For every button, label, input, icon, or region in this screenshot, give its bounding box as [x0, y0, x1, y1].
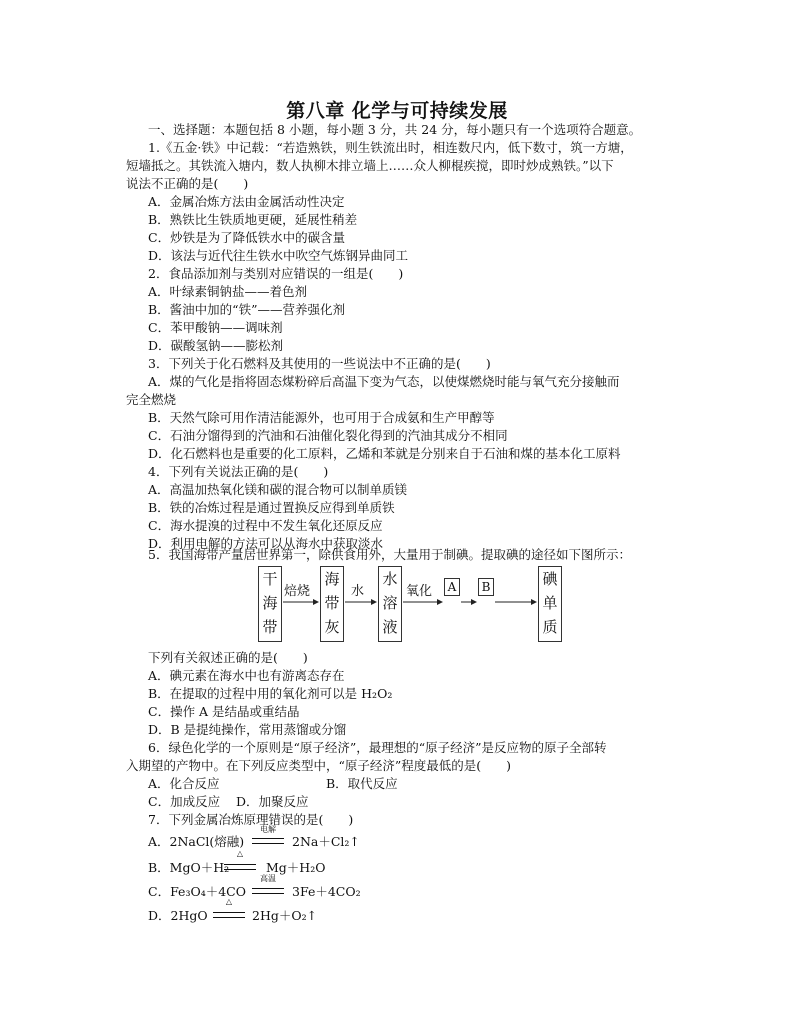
q1-option-d: D．该法与近代往生铁水中吹空气炼钢异曲同工: [148, 248, 409, 263]
q6-stem-line1: 6．绿色化学的一个原则是“原子经济”，最理想的“原子经济”是反应物的原子全部转: [148, 740, 607, 755]
q3-option-b: B．天然气除可用作清洁能源外，也可用于合成氨和生产甲醇等: [148, 410, 495, 425]
flow-arrow-label-oxidize: 氧化: [406, 584, 433, 599]
page-title: 第八章 化学与可持续发展: [286, 100, 508, 122]
q3-stem: 3．下列关于化石燃料及其使用的一些说法中不正确的是( ): [148, 356, 491, 371]
q3-option-d: D．化石燃料也是重要的化工原料，乙烯和苯就是分别来自于石油和煤的基本化工原料: [148, 446, 621, 461]
q6-option-d: D．加聚反应: [236, 794, 309, 809]
reaction-condition: △: [225, 897, 233, 906]
q1-stem-line2: 短墙抵之。其铁流入塘内，数人执柳木排立墙上……众人柳棍疾搅，即时炒成熟铁。”以下: [126, 158, 614, 173]
flow-arrow-label-water: 水: [351, 584, 365, 599]
q4-option-d: D．利用电解的方法可以从海水中获取淡水: [148, 536, 384, 551]
q4-option-b: B．铁的冶炼过程是通过置换反应得到单质铁: [148, 500, 395, 515]
q5-option-d: D．B 是提纯操作，常用蒸馏或分馏: [148, 722, 347, 737]
q1-stem-line3: 说法不正确的是( ): [126, 176, 249, 191]
flow-box-solution: 水 溶 液: [378, 566, 402, 642]
flow-box-iodine: 碘 单 质: [538, 566, 562, 642]
worksheet-page: 第八章 化学与可持续发展 一、选择题：本题包括 8 小题，每小题 3 分，共 24 分，每小题只有一个选项符合题意。 1.《五金·铁》中记载：“若造熟铁，则生铁流出时，相连数尺内，低下数寸，筑一方塘， 短墙抵之。其铁流入塘内，数人执柳木排立墙上……众人柳棍疾搅，即时炒成熟铁。”以下 说法不正确的是( ) A．金属冶炼方法由金属活动性决定 B．熟铁比生铁质地更硬，延展性稍差 C．炒铁是为了降低铁水中的碳含量 D．该法与近代往生铁水中吹空气炼钢异曲同工 2．食品添加剂与类别对应错误的一组是( ) A．叶绿素铜钠盐——着色剂 B．酱油中加的“铁”——营养强化剂 C．苯甲酸钠——调味剂 D．碳酸氢钠——膨松剂 3．下列关于化石燃料及其使用的一些说法中不正确的是( ) A．煤的气化是指将固态煤粉碎后高温下变为气态，以使煤燃烧时能与氧气充分接触而 完全燃烧 B．天然气除可用作清洁能源外，也可用于合成氨和生产甲醇等 C．石油分馏得到的汽油和石油催化裂化得到的汽油其成分不相同 D．化石燃料也是重要的化工原料，乙烯和苯就是分别来自于石油和煤的基本化工原料 4．下列有关说法正确的是( ) A．高温加热氧化镁和碳的混合物可以制单质镁 B．铁的冶炼过程是通过置换反应得到单质铁 C．海水提溴的过程中不发生氧化还原反应 D．利用电解的方法可以从海水中获取淡水 5．我国海带产量居世界第一，除供食用外，大量用于制碘。提取碘的途径如下图所示： 干 海 带 焙烧 海 带 灰 水 水 溶 液 氧化 A B 碘 单 质 下列有关叙述正确的是( ) A．碘元素在海水中也有游离态存在 B．在提取的过程中用的氧化剂可以是 H₂O₂ C．操作 A 是结晶或重结晶 D．B 是提纯操作，常用蒸馏或分馏 6．绿色化学的一个原则是“原子经济”，最理想的“原子经济”是反应物的原子全部转 入期望的产物中。在下列反应类型中，“原子经济”程度最低的是( ) A．化合反应 B．取代反应 C．加成反应 D．加聚反应 7．下列金属冶炼原理错误的是( ) A．2NaCl(熔融) 电解 2Na＋Cl₂↑ B．MgO＋H₂ △ Mg＋H₂O C．Fe₃O₄＋4CO 高温 3Fe＋4CO₂ D．2HgO △ 2Hg＋O₂↑: [0, 0, 794, 1028]
q5-stem: 5．我国海带产量居世界第一，除供食用外，大量用于制碘。提取碘的途径如下图所示：: [148, 547, 631, 562]
flow-box-dry-kelp: 干 海 带: [258, 566, 282, 642]
q1-option-b: B．熟铁比生铁质地更硬，延展性稍差: [148, 212, 358, 227]
iodine-extraction-flowchart: [256, 566, 566, 642]
reaction-condition: 电解: [260, 825, 276, 834]
section-header: 一、选择题：本题包括 8 小题，每小题 3 分，共 24 分，每小题只有一个选项符合题意。: [148, 122, 642, 137]
q5-option-a: A．碘元素在海水中也有游离态存在: [148, 668, 345, 683]
q6-option-a: A．化合反应: [148, 776, 220, 791]
q6-stem-line2: 入期望的产物中。在下列反应类型中，“原子经济”程度最低的是( ): [126, 758, 512, 773]
flow-step-a: A: [444, 578, 460, 596]
q2-option-c: C．苯甲酸钠——调味剂: [148, 320, 283, 335]
q2-option-d: D．碳酸氢钠——膨松剂: [148, 338, 284, 353]
flow-step-b: B: [478, 578, 494, 596]
q2-option-b: B．酱油中加的“铁”——营养强化剂: [148, 302, 345, 317]
equals-sign: [252, 888, 284, 894]
q4-stem: 4．下列有关说法正确的是( ): [148, 464, 329, 479]
q5-option-b: B．在提取的过程中用的氧化剂可以是 H₂O₂: [148, 686, 393, 701]
q2-option-a: A．叶绿素铜钠盐——着色剂: [148, 284, 308, 299]
q4-option-a: A．高温加热氧化镁和碳的混合物可以制单质镁: [148, 482, 408, 497]
q6-option-c: C．加成反应: [148, 794, 221, 809]
reaction-condition: △: [236, 849, 244, 858]
q3-option-a-line1: A．煤的气化是指将固态煤粉碎后高温下变为气态，以使煤燃烧时能与氧气充分接触而: [148, 374, 620, 389]
flow-box-kelp-ash: 海 带 灰: [320, 566, 344, 642]
q5-sub-question: 下列有关叙述正确的是( ): [148, 650, 308, 665]
q7-stem: 7．下列金属冶炼原理错误的是( ): [148, 812, 354, 827]
flow-arrows: [256, 566, 566, 642]
q2-stem: 2．食品添加剂与类别对应错误的一组是( ): [148, 266, 404, 281]
q1-option-c: C．炒铁是为了降低铁水中的碳含量: [148, 230, 346, 245]
q6-option-b: B．取代反应: [326, 776, 398, 791]
q1-option-a: A．金属冶炼方法由金属活动性决定: [148, 194, 345, 209]
reaction-condition: 高温: [260, 874, 276, 883]
q3-option-c: C．石油分馏得到的汽油和石油催化裂化得到的汽油其成分不相同: [148, 428, 508, 443]
q4-option-c: C．海水提溴的过程中不发生氧化还原反应: [148, 518, 383, 533]
equals-sign: [224, 864, 256, 870]
equals-sign: [252, 838, 284, 844]
equals-sign: [213, 912, 245, 918]
q3-option-a-line2: 完全燃烧: [126, 392, 177, 407]
q5-option-c: C．操作 A 是结晶或重结晶: [148, 704, 300, 719]
flow-arrow-label-roast: 焙烧: [284, 584, 311, 599]
q1-stem-line1: 1.《五金·铁》中记载：“若造熟铁，则生铁流出时，相连数尺内，低下数寸，筑一方塘，: [148, 140, 633, 155]
